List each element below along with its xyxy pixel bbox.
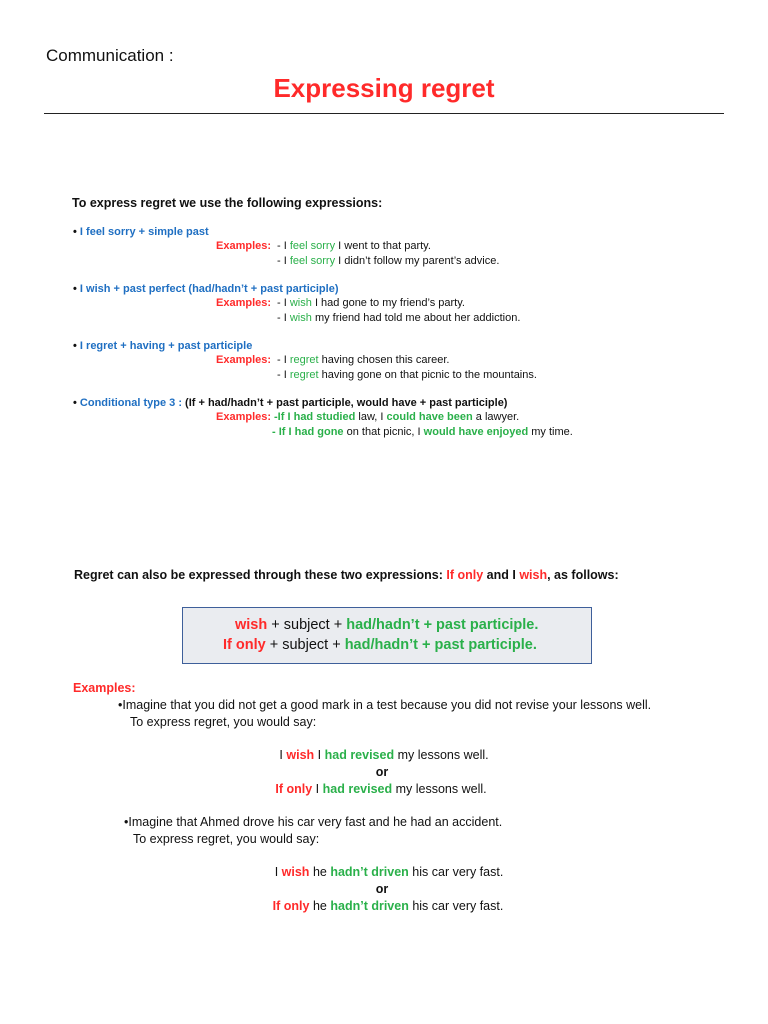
example-line [277,296,465,311]
if-only-keyword: If only [272,899,310,913]
keyword: feel sorry [289,255,336,267]
or-divider: or [375,882,389,896]
follows-text: , as follows: [547,568,619,582]
wish-keyword: wish [519,568,548,582]
bullet: • [73,397,77,409]
wish-keyword: wish [235,617,268,633]
example-line [277,311,520,326]
keyword: wish [289,312,312,324]
examples-label: Examples: [216,354,272,366]
example-line [272,425,573,440]
if-only-keyword: If only [275,782,313,796]
scenario-answer-2 [0,782,762,796]
would-have: would have enjoyed [423,426,529,438]
rest: my friend had told me about her addiction. [314,312,521,324]
dash: - [272,426,276,438]
examples-heading: Examples: [73,681,136,695]
past-participle-text: had/hadn’t + past participle. [344,637,537,653]
or-divider: or [375,765,389,779]
subject: he [312,865,327,879]
expression-heading-4 [73,396,507,411]
expression-heading-2 [73,282,338,297]
rest: I went to that party. [338,240,431,252]
past-perfect: had gone [294,426,344,438]
page-title: Expressing regret [273,73,495,103]
if-only-keyword: If only [446,568,484,582]
scenario-answer-1 [0,748,768,762]
subject: I [317,748,322,762]
keyword: wish [289,297,312,309]
past-perfect: had revised [322,782,393,796]
rest: I had gone to my friend’s party. [314,297,465,309]
subject: I [283,312,287,324]
scenario-answer-2 [0,899,768,913]
subject-text: + subject + [271,617,343,633]
keyword: regret [289,369,319,381]
scenario-say: To express regret, you would say: [133,832,320,846]
would-have: could have been [386,411,473,423]
subject: I [288,426,292,438]
example-line [277,239,431,254]
rest: having gone on that picnic to the mountains. [321,369,537,381]
subject: I [283,240,287,252]
dash: - [274,411,278,423]
formula-line-2 [223,637,537,653]
past-participle-text: had/hadn’t + past participle. [346,617,539,633]
intro-text: Regret can also be expressed through these two expressions: [74,568,443,582]
expression-text: I regret + having + past participle [79,340,253,352]
if-word: If [278,426,286,438]
bullet: • [73,340,77,352]
wish-keyword: wish [281,865,310,879]
expression-text: Conditional type 3 : [79,397,182,409]
subject: I [283,354,287,366]
examples-label: Examples: [216,297,272,309]
section-label: Communication : [46,46,174,65]
expression-formula: (If + had/hadn’t + past participle, would have + past participle) [185,397,508,409]
expression-heading-1 [73,225,209,240]
past-perfect: hadn’t driven [330,899,409,913]
formula-line-1 [235,617,538,633]
example-line [277,368,537,383]
keyword: feel sorry [289,240,336,252]
rest: I didn’t follow my parent’s advice. [338,255,500,267]
example-line [277,254,499,269]
past-perfect: had studied [293,411,356,423]
subject: I [274,865,279,879]
subject: I [283,297,287,309]
subject: I [287,411,291,423]
second-intro [74,568,619,582]
dash: - [277,312,281,324]
past-perfect: hadn’t driven [330,865,409,879]
rest: my lessons well. [395,782,487,796]
expression-text: I wish + past perfect (had/hadn’t + past participle) [79,283,339,295]
dash: - [277,255,281,267]
and-text: and I [486,568,516,582]
subject: he [312,899,327,913]
bullet: • [73,283,77,295]
subject: I [315,782,320,796]
if-only-keyword: If only [223,637,266,653]
if-word: If [277,411,285,423]
rest: his car very fast. [412,899,504,913]
dash: - [277,297,281,309]
dash: - [277,240,281,252]
rest: my lessons well. [397,748,489,762]
rest: on that picnic, I [346,426,421,438]
subject-text: + subject + [269,637,341,653]
example-line [274,410,519,425]
subject: I [283,255,287,267]
rest: his car very fast. [412,865,504,879]
rest: a lawyer. [475,411,520,423]
examples-label: Examples: [216,411,272,423]
scenario-text: •Imagine that you did not get a good mark in a test because you did not revise your lessons well. [118,698,652,712]
dash: - [277,369,281,381]
wish-keyword: wish [286,748,315,762]
subject: I [279,748,283,762]
example-line [277,353,449,368]
dash: - [277,354,281,366]
title-divider [44,113,724,114]
expression-text: I feel sorry + simple past [79,226,209,238]
formula-box [182,607,592,664]
rest: my time. [531,426,573,438]
scenario-say: To express regret, you would say: [130,715,317,729]
bullet: • [73,226,77,238]
rest: law, I [358,411,384,423]
rest: having chosen this career. [321,354,450,366]
subject: I [283,369,287,381]
intro-text: To express regret we use the following expressions: [72,196,383,210]
scenario-answer-1 [0,865,768,879]
examples-label: Examples: [216,240,272,252]
scenario-text: •Imagine that Ahmed drove his car very fast and he had an accident. [124,815,503,829]
expression-heading-3 [73,339,252,354]
past-perfect: had revised [324,748,395,762]
keyword: regret [289,354,319,366]
